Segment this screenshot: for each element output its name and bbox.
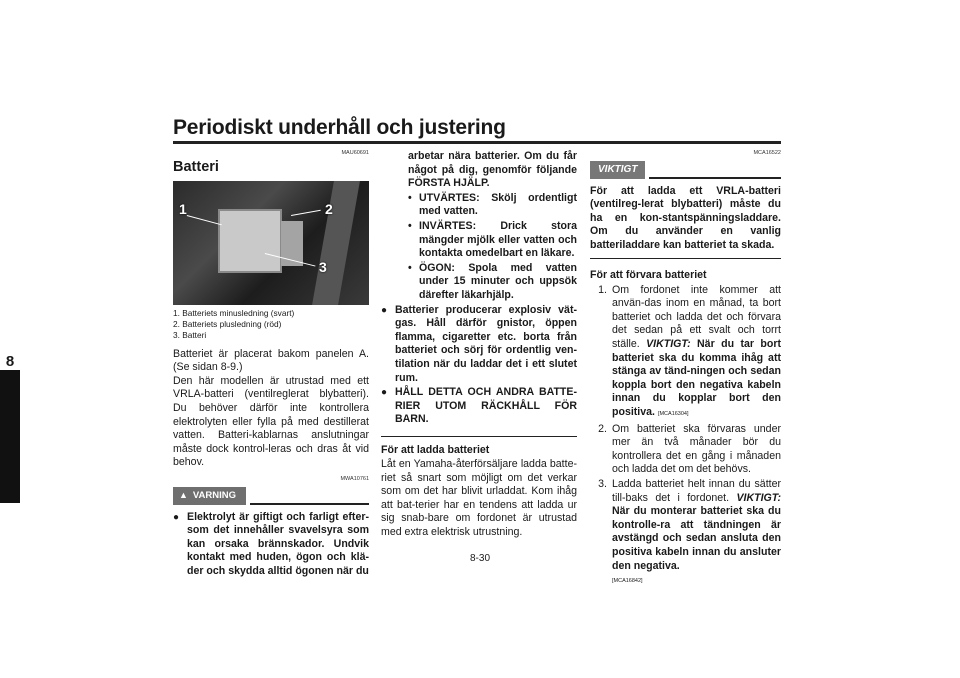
step-bold-text: När du monterar batteriet ska du kontrolle-ra att tändningen är avstängd och sedan ansluta den positiva kabeln innan du ansluter den negativa. <box>612 505 781 572</box>
first-aid-text: ÖGON: Spola med vatten under 15 minuter och uppsök därefter läkarhjälp. <box>419 261 577 301</box>
warning-bullet <box>173 511 369 579</box>
column-1 <box>173 150 369 579</box>
warning-bullet <box>381 304 577 386</box>
warning-continued-text: arbetar nära batterier. Om du får något på dig, genomför följande FÖRSTA HJÄLP. <box>408 150 577 190</box>
warning-header <box>173 487 369 505</box>
store-step <box>590 478 781 589</box>
step-code: [MCA16842] <box>612 578 643 585</box>
warning-rule <box>250 503 369 505</box>
step-text <box>612 478 781 589</box>
battery-intro-text: Batteriet är placerat bakom panelen A. (Se sidan 8-9.) Den här modellen är utrustad med ett VRLA-batteri (ventilreglerat blybatteri). Du behöver därför inte kontrollera elektrolyten eller fylla på med destillerat vatten. Batteri-kablarnas anslutningar måste dock kontrol-leras och dras åt vid behov. <box>173 347 369 469</box>
bullet-dot: • <box>408 261 412 274</box>
page-header-title: Periodiskt underhåll och justering <box>173 116 506 139</box>
first-aid-item <box>408 262 577 303</box>
first-aid-text: UTVÄRTES: Skölj ordentligt med vatten. <box>419 191 577 218</box>
notice-rule <box>649 177 781 179</box>
store-heading: För att förvara batteriet <box>590 269 707 282</box>
photo-caption <box>173 308 369 341</box>
warning-bullet-text: Batterier producerar explosiv vät-gas. Håll därför gnistor, öppen flamma, cigaretter etc. borta från batteriet och sörj för ordentlig ven-tilation när du laddar det i ett slutet rum. <box>395 303 577 384</box>
column-3 <box>590 150 781 589</box>
store-step <box>590 284 781 422</box>
callout-line-2 <box>291 209 321 215</box>
step-body: Om fordonet inte kommer att använ-das inom en månad, ta bort batteriet och ladda det och förvara det sedan på ett svalt och torrt ställe. <box>612 283 781 351</box>
section-code: MAU60691 <box>341 150 369 156</box>
warning-label: VARNING <box>192 489 237 501</box>
step-text <box>612 284 781 422</box>
step-body: Ladda batteriet helt innan du sätter till-baks det i fordonet. <box>612 477 781 504</box>
first-aid-item <box>408 192 577 219</box>
charge-heading: För att ladda batteriet <box>381 444 490 457</box>
warning-bullet-text: Elektrolyt är giftigt och farligt efter-som det innehåller svavelsyra som kan orsaka brännskador. Undvik kontakt med huden, ögon och klä-der och skydda alltid ögonen när du <box>187 510 369 577</box>
notice-badge: VIKTIGT <box>590 161 645 179</box>
caption-item: 2. Batteriets plusledning (röd) <box>173 318 282 329</box>
step-bold-text: När du tar bort batteriet ska du komma ihåg att stänga av tänd-ningen och sedan koppla bort den negativa kabeln innan du kopplar bort den positiva. <box>612 338 781 418</box>
first-aid-text: INVÄRTES: Drick stora mängder mjölk eller vatten och kontakta omedelbart en läkare. <box>419 219 577 260</box>
callout-2: 2 <box>325 200 333 217</box>
chapter-number: 8 <box>5 353 15 370</box>
page-number: 8-30 <box>469 553 490 564</box>
section-title: Batteri <box>173 159 219 175</box>
chapter-tab-bar <box>0 370 20 503</box>
warning-bullet <box>381 386 577 427</box>
photo-frame-shape <box>312 181 360 305</box>
step-emphasis: VIKTIGT: <box>736 491 781 504</box>
warning-code: MWA10761 <box>340 475 369 482</box>
step-number: 2. <box>598 422 607 435</box>
notice-divider <box>590 258 781 260</box>
callout-1: 1 <box>179 200 187 217</box>
warning-bullet-text: HÅLL DETTA OCH ANDRA BATTE-RIER UTOM RÄCKHÅLL FÖR BARN. <box>395 386 577 426</box>
warning-badge <box>173 487 246 505</box>
battery-shape <box>218 209 282 273</box>
bullet-dot: • <box>408 219 412 232</box>
step-code: [MCA16304] <box>657 411 689 417</box>
charge-text: Låt en Yamaha-återförsäljare ladda batte-riet så snart som möjligt om det verkar som om det har blivit urladdat. Kom ihåg att bat-terier har en tendens att ladda ur sig snab-bare om fordonet är utrustad med extra elektrisk utrustning. <box>381 457 577 538</box>
section-divider <box>381 436 577 438</box>
step-emphasis: VIKTIGT: <box>646 338 691 351</box>
notice-header <box>590 161 781 179</box>
step-number: 3. <box>598 477 607 490</box>
bullet-dot: • <box>408 191 412 204</box>
battery-photo <box>173 181 369 305</box>
warning-triangle-icon: ▲ <box>179 489 188 500</box>
store-step <box>590 423 781 477</box>
notice-text: För att ladda ett VRLA-batteri (ventilreg-lerat blybatteri) måste du ha en kon-stantspänningsladdare. Om du använder en vanlig batteriladdare kan batteriet ta skada. <box>590 184 781 251</box>
callout-3: 3 <box>319 258 327 275</box>
header-rule <box>173 141 781 144</box>
column-2 <box>381 150 577 540</box>
first-aid-item <box>408 220 577 261</box>
bullet-dot: ● <box>381 304 388 316</box>
bullet-dot: ● <box>381 387 388 399</box>
bullet-dot: ● <box>173 511 180 523</box>
step-text: Om batteriet ska förvaras under mer än två månader bör du kontrollera det en gång i månaden och ladda det om det behövs. <box>612 422 781 476</box>
callout-line-1 <box>187 215 222 226</box>
caption-item: 3. Batteri <box>173 329 207 340</box>
caption-item: 1. Batteriets minusledning (svart) <box>173 307 295 318</box>
step-number: 1. <box>598 283 607 296</box>
notice-code: MCA16522 <box>753 150 781 156</box>
